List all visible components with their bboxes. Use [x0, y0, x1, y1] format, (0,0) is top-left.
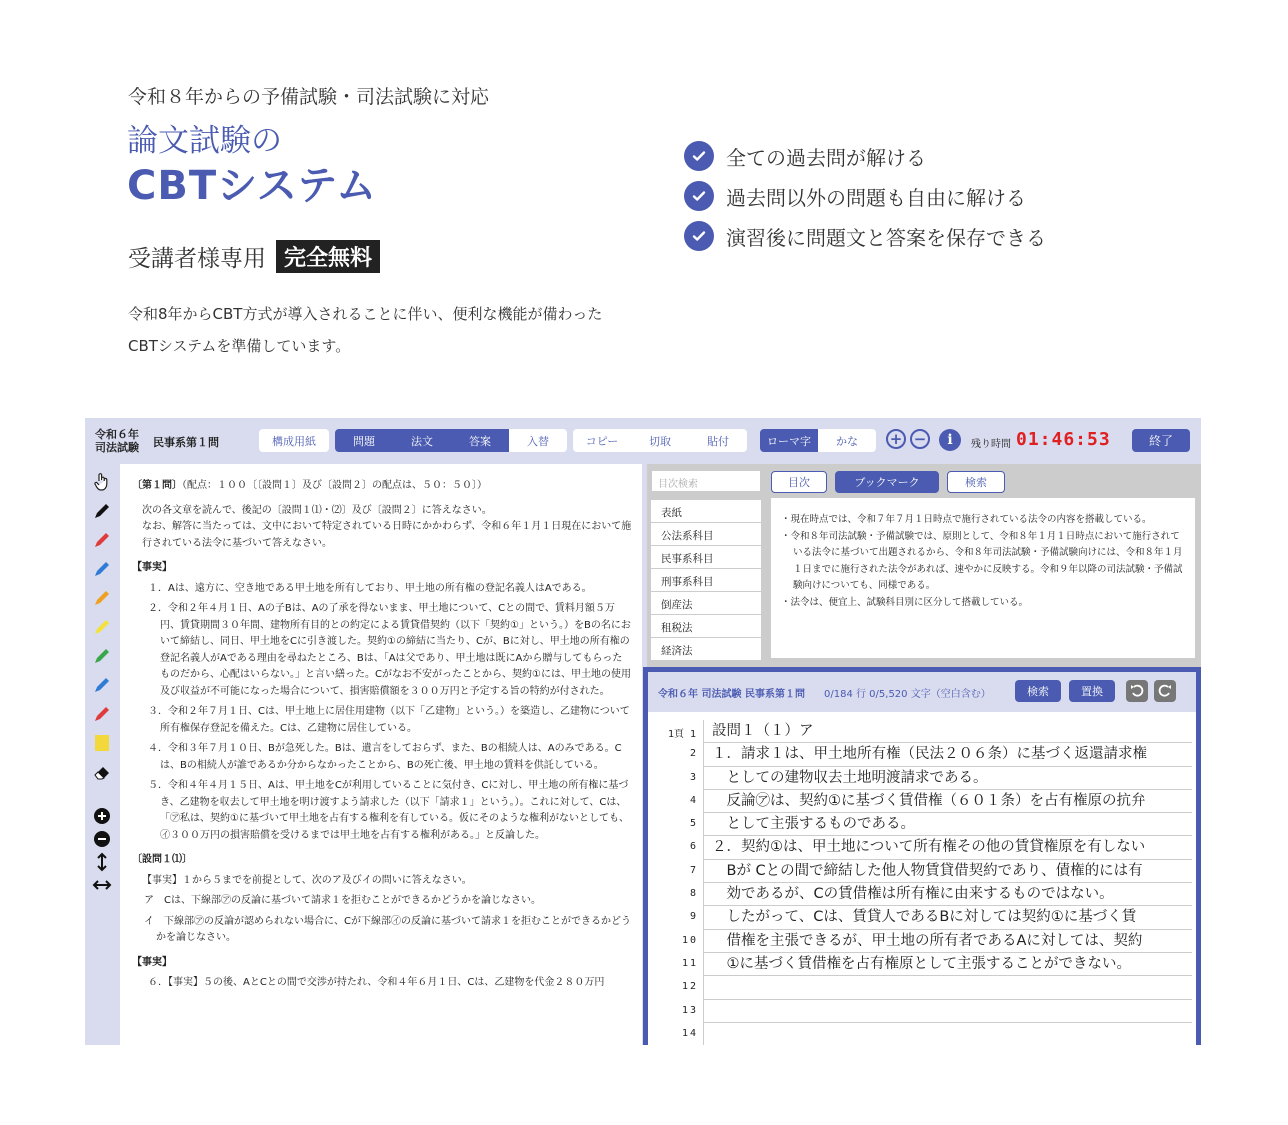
line-number-value: 3: [689, 771, 698, 783]
fact-item: ２．令和２年４月１日、Aの子Bは、Aの了承を得ないまま、甲土地について、Cとの間で、賃料月額５万円、賃貸期間３０年間、建物所有目的との約定による賃貸借契約（以下「契約①」という。）をBの名において締結し、同日、甲土地をCに引き渡した。契約①の締結に当たり、Cが、Bに対し、甲土地の所有権の登記名義人がAである理由を尋ねたところ、Bは、「Aは父であり、甲土地は既にAから贈与してもらったものだから、心配はいらない。」と言い繕った。Cがなお不安がったことから、契約①には、甲土地の使用及び収益が不可能になった場合について、損害賠償額を３００万円と予定する旨の特約が付された。: [148, 603, 631, 697]
hero-title-line1: 論文試験の: [127, 123, 282, 159]
feature-text: 演習後に問題文と答案を保存できる: [726, 225, 1046, 250]
question-intro-note: なお、解答に当たっては、文中において特定されている日時にかかわらず、令和６年１月１日現在において施行されている法令に基づいて答えなさい。: [142, 521, 632, 549]
answer-line[interactable]: [648, 836, 1196, 859]
answer-search-button[interactable]: 検索: [1015, 680, 1061, 702]
answer-pane: [643, 667, 1201, 1045]
line-text[interactable]: 効であるが、Cの賃借権は所有権に由来するものではない。: [703, 883, 1192, 906]
sticky-note-icon[interactable]: [90, 731, 114, 755]
tab-answer[interactable]: 答案: [451, 429, 509, 452]
tab-question[interactable]: 問題: [335, 429, 393, 452]
line-text[interactable]: 借権を主張できるが、甲土地の所有者であるAに対しては、契約: [703, 930, 1192, 953]
line-number-value: 1: [689, 729, 698, 740]
hero-title: [127, 122, 377, 211]
countdown-timer: 01:46:53: [1016, 429, 1111, 450]
tab-swap[interactable]: 入替: [509, 429, 567, 452]
free-badge: 完全無料: [276, 240, 380, 273]
answer-line[interactable]: [648, 1023, 1196, 1045]
line-number: [648, 865, 698, 876]
answer-title: 令和６年 司法試験 民事系第１問: [658, 689, 805, 700]
info-icon[interactable]: i: [939, 429, 961, 451]
cut-button[interactable]: 切取: [631, 429, 689, 452]
line-number-value: 13: [681, 1004, 698, 1016]
answer-editor[interactable]: [648, 720, 1196, 1045]
zoom-out-icon[interactable]: [90, 827, 114, 851]
law-category-item[interactable]: 民事系科目: [651, 546, 761, 569]
line-number: [648, 795, 698, 806]
answer-header: [648, 672, 1196, 712]
fact-item: ６．【事実】５の後、AとCとの間で交渉が持たれ、令和４年６月１日、Cは、乙建物を代金２８０万円: [148, 977, 605, 988]
line-number: [648, 958, 698, 969]
answer-line[interactable]: [648, 930, 1196, 953]
zoom-in-icon[interactable]: [90, 804, 114, 828]
eraser-icon[interactable]: [90, 760, 114, 784]
line-text[interactable]: 反論㋐は、契約①に基づく賃借権（６０１条）を占有権原の抗弁: [703, 790, 1192, 813]
line-number-value: 2: [689, 748, 698, 760]
zoom-in-icon[interactable]: +: [886, 429, 906, 449]
line-text[interactable]: ①に基づく賃借権を占有権原として主張することができない。: [703, 953, 1192, 976]
law-category-item[interactable]: 経済法: [651, 638, 761, 661]
fact-item: ４．令和３年７月１０日、Bが急死した。Bは、遺言をしておらず、また、Bの相続人は、Aのみである。Cは、Bの相続人が誰であるか分からなかったことから、Bの死亡後、甲土地の賃料を供託している。: [148, 743, 622, 771]
law-category-list: [651, 500, 761, 661]
exam-type: 司法試験: [95, 441, 139, 454]
check-icon: [684, 221, 714, 251]
question-pane[interactable]: [120, 464, 642, 1045]
fact-item: ３．令和２年７月１日、Cは、甲土地上に居住用建物（以下「乙建物」という。）を築造し、乙建物について所有権保存登記を備えた。Cは、乙建物に居住している。: [148, 706, 630, 734]
line-text[interactable]: [703, 1023, 1192, 1045]
line-text[interactable]: [703, 1000, 1192, 1023]
toolbar: [85, 418, 1201, 464]
law-tabs: [771, 471, 1005, 493]
blue-pen-icon[interactable]: [90, 557, 114, 581]
answer-line[interactable]: [648, 1000, 1196, 1023]
question-heading-bold: 〔第１問〕: [132, 480, 182, 491]
question-heading: [132, 478, 632, 495]
question1-intro: 【事実】１から５までを前提として、次のア及びイの問いに答えなさい。: [142, 874, 472, 886]
green-pen-icon[interactable]: [90, 644, 114, 668]
law-category-item[interactable]: 租税法: [651, 615, 761, 638]
line-number: [648, 725, 698, 740]
copy-button[interactable]: コピー: [573, 429, 631, 452]
answer-line[interactable]: [648, 953, 1196, 976]
answer-line[interactable]: [648, 790, 1196, 813]
drawing-tools: [90, 464, 118, 1045]
line-number-value: 6: [689, 841, 698, 853]
feature-list: [684, 136, 1046, 256]
line-text[interactable]: ２．契約①は、甲土地について所有権その他の賃貸権原を有しない: [703, 836, 1192, 859]
horizontal-resize-icon[interactable]: [90, 873, 114, 897]
fact-item: ５．令和４年４月１５日、Aは、甲土地をCが利用していることに気付き、Cに対し、甲土地の所有権に基づき、乙建物を収去して甲土地を明け渡すよう請求した（以下「請求１」という。）。これに対して、Cは、「㋐私は、契約①に基づいて甲土地を占有する権利を有している。仮にそのような権利がないとしても、㋑３００万円の損害賠償を受けるまでは甲土地を占有する権利がある。」と反論した。: [148, 780, 629, 841]
line-text[interactable]: [703, 976, 1192, 999]
facts-heading: 【事実】: [132, 562, 172, 573]
feature-text: 過去問以外の問題も自由に解ける: [726, 185, 1026, 210]
zoom-out-icon[interactable]: −: [910, 429, 930, 449]
black-pen-icon[interactable]: [90, 499, 114, 523]
law-note: ・令和８年司法試験・予備試験では、原則として、令和８年１月１日時点において施行されている法令に基づいて出題されるから、令和８年司法試験・予備試験向けには、令和８年１月１日までに施行された法令があれば、速やかに反映する。令和９年以降の司法試験・予備試験向けについても、同様である。: [781, 530, 1183, 591]
tab-toc[interactable]: 目次: [771, 471, 827, 493]
redo-icon[interactable]: [1154, 680, 1176, 702]
hero-title-line2: CBTシステム: [127, 162, 378, 209]
red-pen-icon[interactable]: [90, 702, 114, 726]
feature-item: [684, 176, 1046, 216]
line-number-value: 5: [689, 818, 698, 830]
red-pen-icon[interactable]: [90, 528, 114, 552]
line-number: [648, 841, 698, 852]
facts2-heading: 【事実】: [132, 956, 172, 968]
law-note: ・現在時点では、令和７年７月１日時点で施行されている法令の内容を搭載している。: [781, 514, 1152, 525]
line-number: [648, 748, 698, 759]
law-category-item[interactable]: 倒産法: [651, 592, 761, 615]
line-number-value: 11: [681, 957, 698, 969]
end-exam-button[interactable]: 終了: [1132, 429, 1190, 452]
tab-bookmark[interactable]: ブックマーク: [835, 471, 939, 493]
line-number: [648, 818, 698, 829]
line-number: [648, 981, 698, 992]
blue-pen-icon[interactable]: [90, 673, 114, 697]
feature-item: [684, 216, 1046, 256]
line-text[interactable]: Bが Cとの間で締結した他人物賃貸借契約であり、債権的には有: [703, 860, 1192, 883]
question-intro: 次の各文章を読んで、後記の〔設問１⑴・⑵〕及び〔設問２〕に答えなさい。: [142, 504, 492, 516]
view-tabs: [335, 429, 567, 452]
line-number-value: 10: [681, 934, 698, 946]
law-pane: [647, 464, 1201, 667]
line-number-value: 12: [681, 981, 698, 993]
toc-search-input[interactable]: 目次検索: [651, 470, 761, 492]
line-text[interactable]: １．請求１は、甲土地所有権（民法２０６条）に基づく返還請求権: [703, 743, 1192, 766]
answer-char-count: 0/184 行 0/5,520 文字（空白含む）: [824, 689, 991, 700]
answer-line[interactable]: [648, 976, 1196, 999]
edit-actions: [573, 429, 747, 452]
feature-item: [684, 136, 1046, 176]
yellow-highlighter-icon[interactable]: [90, 615, 114, 639]
question1-heading: 〔設問１⑴〕: [132, 854, 192, 865]
feature-text: 全ての過去問が解ける: [726, 145, 926, 170]
exam-name: [95, 428, 139, 454]
line-number-value: 9: [689, 911, 698, 923]
line-text[interactable]: 設問１（１）ア: [703, 720, 1192, 743]
orange-pen-icon[interactable]: [90, 586, 114, 610]
draft-sheet-button[interactable]: 構成用紙: [259, 429, 329, 452]
hero-eyebrow: 令和８年からの予備試験・司法試験に対応: [128, 86, 490, 108]
paste-button[interactable]: 貼付: [689, 429, 747, 452]
answer-replace-button[interactable]: 置換: [1069, 680, 1115, 702]
answer-line[interactable]: [648, 743, 1196, 766]
law-category-item[interactable]: 刑事系科目: [651, 569, 761, 592]
remaining-time-label: 残り時間: [971, 439, 1011, 450]
page-label: 1頁: [667, 729, 684, 740]
line-number: [648, 911, 698, 922]
law-notes: [771, 498, 1195, 658]
question-title: 民事系第１問: [153, 436, 219, 449]
law-note: ・法令は、便宜上、試験科目別に区分して搭載している。: [781, 596, 1029, 608]
check-icon: [684, 141, 714, 171]
exam-year: 令和６年: [95, 428, 139, 441]
question1-item-b: イ 下線部㋐の反論が認められない場合に、Cが下線部㋑の反論に基づいて請求１を拒むことができるかどうかを論じなさい。: [144, 915, 631, 943]
hero-description: 令和8年からCBT方式が導入されることに伴い、便利な機能が備わったCBTシステムを準備しています。: [128, 305, 603, 355]
undo-icon[interactable]: [1126, 680, 1148, 702]
question-heading-rest: （配点：１００〔〔設問１〕及び〔設問２〕の配点は、５０：５０〕）: [182, 480, 487, 491]
line-text[interactable]: したがって、Cは、賃貸人であるBに対しては契約①に基づく賃: [703, 906, 1192, 929]
line-text[interactable]: としての建物収去土地明渡請求である。: [703, 767, 1192, 790]
answer-line[interactable]: [648, 767, 1196, 790]
line-number: [648, 772, 698, 783]
line-number: [648, 1005, 698, 1016]
law-category-item[interactable]: 公法系科目: [651, 523, 761, 546]
input-mode-toggle: [760, 429, 876, 452]
line-number-value: 7: [689, 864, 698, 876]
tab-law-search[interactable]: 検索: [947, 471, 1005, 493]
line-number-value: 8: [689, 888, 698, 900]
answer-line[interactable]: [648, 906, 1196, 929]
line-number-value: 4: [689, 794, 698, 806]
line-number: [648, 935, 698, 946]
vertical-resize-icon[interactable]: [90, 850, 114, 874]
audience-label: 受講者様専用: [128, 246, 266, 272]
fact-item: １．Aは、遠方に、空き地である甲土地を所有しており、甲土地の所有権の登記名義人はAである。: [148, 582, 592, 594]
line-number-value: 14: [681, 1027, 698, 1039]
check-icon: [684, 181, 714, 211]
answer-line[interactable]: [648, 883, 1196, 906]
pointer-hand-icon[interactable]: [90, 470, 114, 494]
law-category-item[interactable]: 表紙: [651, 500, 761, 523]
line-number: [648, 888, 698, 899]
question1-item-a: ア Cは、下線部㋐の反論に基づいて請求１を拒むことができるかどうかを論じなさい。: [144, 895, 541, 906]
answer-line[interactable]: [648, 813, 1196, 836]
romaji-mode[interactable]: ローマ字: [760, 429, 818, 452]
line-number: [648, 1028, 698, 1039]
line-text[interactable]: として主張するものである。: [703, 813, 1192, 836]
tab-law[interactable]: 法文: [393, 429, 451, 452]
free-line: [128, 240, 380, 273]
cbt-app-window: [85, 418, 1201, 1045]
answer-line[interactable]: [648, 720, 1196, 743]
kana-mode[interactable]: かな: [818, 429, 876, 452]
answer-line[interactable]: [648, 860, 1196, 883]
